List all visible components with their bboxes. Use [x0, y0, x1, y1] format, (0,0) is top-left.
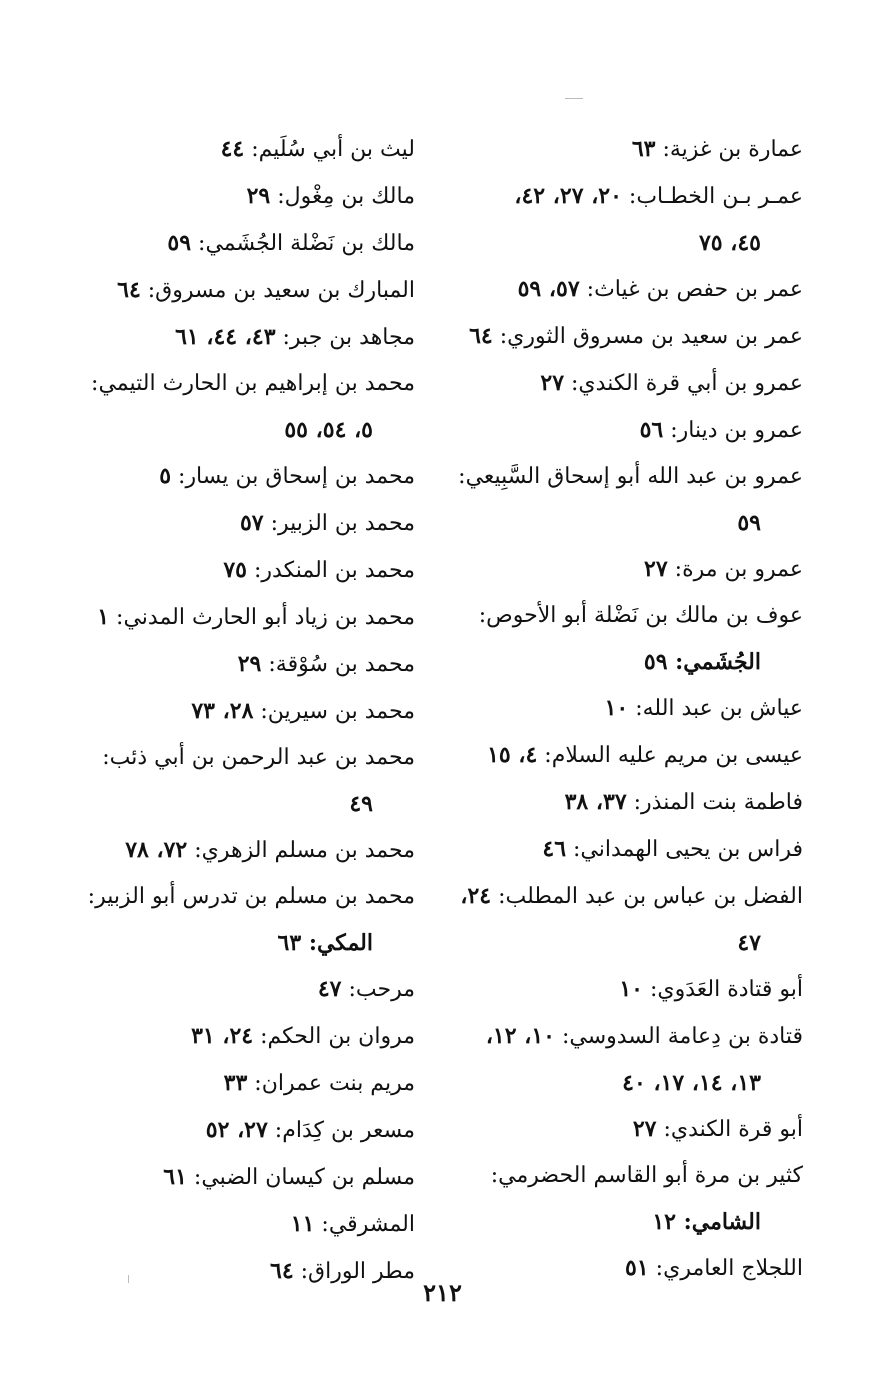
page-number: ٢١٢: [423, 1278, 462, 1307]
entry-separator: :: [667, 557, 683, 582]
entry-pages: ٢٠، ٢٧، ٤٢،: [514, 183, 622, 209]
index-entry: [458, 546, 803, 593]
index-entry: [70, 827, 415, 874]
entry-pages: ٢٧: [540, 370, 565, 396]
entry-pages: ٥: [159, 463, 172, 489]
right-column: [458, 126, 803, 1292]
index-entry: [70, 735, 415, 827]
entry-pages: ٢٤، ٣١: [191, 1023, 254, 1049]
entry-separator: :: [191, 231, 206, 256]
index-entry: [70, 220, 415, 267]
entry-separator: :: [186, 1165, 202, 1190]
entry-continuation: المكي: ٦٣: [277, 930, 373, 956]
entry-name: محمد بن مسلم بن تدرس أبو الزبير: [95, 884, 415, 909]
entry-pages: ٢٧: [644, 556, 668, 582]
entry-name: فراس بن يحيى الهمداني: [580, 837, 803, 862]
entry-separator: :: [91, 371, 99, 396]
entry-name: محمد بن سُوْقة: [275, 652, 415, 677]
entry-name: الفضل بن عباس بن عبد المطلب: [505, 884, 803, 909]
index-entry: [458, 1153, 803, 1245]
entry-separator: :: [621, 184, 637, 209]
entry-pages: ٣٣: [223, 1070, 248, 1096]
entry-separator: :: [171, 464, 186, 489]
entry-name: عوف بن مالك بن نَضْلة أبو الأحوص: [486, 603, 803, 628]
entry-pages: ٦٣: [631, 136, 656, 162]
entry-separator: :: [341, 977, 356, 1002]
left-column: [70, 126, 415, 1295]
entry-separator: :: [458, 464, 466, 489]
entry-name: مرحب: [355, 977, 415, 1002]
entry-separator: :: [102, 745, 110, 770]
index-entry: [458, 779, 803, 826]
index-entry: [458, 266, 803, 313]
index-entry: [70, 547, 415, 594]
entry-separator: :: [244, 137, 259, 162]
index-entry: [70, 173, 415, 220]
entry-separator: :: [253, 699, 268, 724]
entry-separator: :: [109, 605, 124, 630]
entry-name: فاطمة بنت المنذر: [641, 790, 803, 815]
entry-continuation: ٤٧: [737, 930, 761, 956]
index-entry: [70, 361, 415, 453]
index-entry: [458, 873, 803, 966]
entry-name: مروان بن الحكم: [267, 1024, 415, 1049]
entry-name: مسعر بن كِدَام: [282, 1118, 415, 1143]
entry-separator: :: [267, 1118, 283, 1143]
index-entry: [70, 594, 415, 641]
entry-separator: :: [87, 884, 96, 909]
index-entry: [70, 966, 415, 1013]
index-entry: [458, 313, 803, 360]
index-entry: [458, 454, 803, 546]
entry-name: عمرو بن دينار: [677, 418, 803, 443]
entry-pages: ٢٤،: [460, 883, 492, 909]
entry-name: المبارك بن سعيد بن مسروق: [155, 278, 415, 303]
entry-separator: :: [554, 1024, 570, 1049]
entry-pages: ١١: [290, 1211, 315, 1237]
entry-pages: ١٠، ١٢،: [485, 1023, 555, 1049]
entry-separator: :: [492, 324, 508, 349]
index-entry: [70, 453, 415, 500]
entry-separator: :: [246, 558, 262, 583]
entry-pages: ١٠: [604, 695, 629, 721]
entry-continuation: ١٣، ١٤، ١٧، ٤٠: [622, 1070, 761, 1096]
entry-name: عمر بن حفص بن غياث: [594, 277, 803, 302]
entry-name: مريم بنت عمران: [261, 1071, 415, 1096]
index-entry: [70, 1013, 415, 1060]
entry-separator: :: [656, 1117, 671, 1142]
entry-separator: :: [263, 511, 279, 536]
entry-name: قتادة بن دِعامة السدوسي: [569, 1024, 803, 1049]
entry-separator: :: [648, 1256, 664, 1281]
entry-name: مسلم بن كيسان الضبي: [201, 1165, 415, 1190]
entry-separator: :: [247, 1071, 262, 1096]
entry-name: أبو قتادة العَدَوي: [657, 977, 803, 1002]
entry-separator: :: [626, 790, 642, 815]
entry-name: محمد بن سيرين: [267, 699, 415, 724]
entry-pages: ٤٧: [317, 976, 342, 1002]
entry-separator: :: [270, 184, 285, 209]
entry-name: محمد بن عبد الرحمن بن أبي ذئب: [109, 745, 415, 770]
entry-name: عمرو بن مرة: [682, 557, 803, 582]
entry-separator: :: [140, 278, 156, 303]
entry-name: كثير بن مرة أبو القاسم الحضرمي: [498, 1163, 803, 1188]
entry-pages: ٦٤: [117, 277, 141, 303]
entry-name: محمد بن إسحاق بن يسار: [185, 464, 415, 489]
entry-separator: :: [187, 838, 202, 863]
entry-name: مالك بن مِغْول: [284, 184, 415, 209]
entry-separator: :: [314, 1212, 329, 1237]
entry-continuation: ٥، ٥٤، ٥٥: [284, 417, 373, 443]
entry-pages: ٣٧، ٣٨: [564, 789, 627, 815]
index-entry: [70, 641, 415, 688]
entry-name: محمد بن المنكدر: [261, 558, 415, 583]
index-entry: [458, 173, 803, 266]
entry-name: مالك بن نَضْلة الجُشَمي: [205, 231, 415, 256]
entry-separator: :: [537, 743, 552, 768]
index-entry: [458, 360, 803, 407]
entry-separator: :: [643, 977, 658, 1002]
index-entry: [70, 314, 415, 361]
entry-separator: :: [663, 418, 678, 443]
index-entry: [70, 1201, 415, 1248]
entry-separator: :: [655, 137, 670, 162]
entry-pages: ٤٦: [542, 836, 567, 862]
entry-name: مجاهد بن جبر: [289, 325, 415, 350]
entry-pages: ٥٦: [639, 417, 664, 443]
entry-pages: ٢٨، ٧٣: [191, 698, 254, 724]
entry-continuation: ٤٩: [349, 791, 373, 817]
index-entry: [70, 126, 415, 173]
entry-pages: ٢٩: [246, 183, 271, 209]
index-entry: [70, 500, 415, 547]
entry-pages: ٧٢، ٧٨: [125, 837, 188, 863]
index-entry: [70, 1060, 415, 1107]
entry-pages: ٦٤: [270, 1258, 294, 1284]
entry-separator: :: [490, 1163, 499, 1188]
entry-pages: ٥٧: [239, 510, 264, 536]
index-entry: [70, 688, 415, 735]
index-entry: [70, 1107, 415, 1154]
entry-continuation: ٥٩: [737, 510, 761, 536]
entry-separator: :: [478, 603, 487, 628]
entry-pages: ١: [97, 604, 110, 630]
index-entry: [458, 126, 803, 173]
entry-name: عمرو بن أبي قرة الكندي: [578, 371, 803, 396]
entry-pages: ٢٧: [632, 1116, 657, 1142]
entry-name: عمرو بن عبد الله أبو إسحاق السَّبِيعي: [465, 464, 803, 489]
entry-continuation: الشامي: ١٢: [652, 1209, 761, 1235]
entry-pages: ٥٩: [167, 230, 192, 256]
entry-name: محمد بن الزبير: [278, 511, 415, 536]
entry-separator: :: [564, 371, 579, 396]
entry-separator: :: [261, 652, 276, 677]
entry-pages: ٥١: [625, 1255, 649, 1281]
entry-name: اللجلاج العامري: [663, 1256, 803, 1281]
index-entry: [458, 826, 803, 873]
entry-name: مطر الوراق: [308, 1259, 415, 1284]
entry-pages: ٧٥: [223, 557, 247, 583]
entry-name: محمد بن مسلم الزهري: [201, 838, 415, 863]
entry-pages: ٥٧، ٥٩: [517, 276, 580, 302]
entry-separator: :: [253, 1024, 268, 1049]
entry-name: عياش بن عبد الله: [642, 696, 803, 721]
entry-separator: :: [491, 884, 506, 909]
entry-name: عمارة بن غزية: [669, 137, 803, 162]
index-entry: [458, 593, 803, 685]
entry-name: محمد بن زياد أبو الحارث المدني: [123, 605, 415, 630]
entry-pages: ٤٣، ٤٤، ٦١: [175, 324, 276, 350]
index-entry: [458, 1013, 803, 1106]
entry-pages: ٤٤: [220, 136, 245, 162]
index-entry: [70, 874, 415, 966]
index-entry: [458, 685, 803, 732]
entry-continuation: ٤٥، ٧٥: [698, 230, 761, 256]
entry-pages: ٢٩: [237, 651, 262, 677]
entry-name: عمـر بـن الخطـاب: [636, 184, 803, 209]
index-entry: [458, 1106, 803, 1153]
scan-mark: [565, 98, 583, 99]
index-entry: [458, 966, 803, 1013]
entry-separator: :: [566, 837, 581, 862]
index-entry: [70, 1154, 415, 1201]
entry-pages: ٦٤: [469, 323, 493, 349]
index-entry: [70, 267, 415, 314]
entry-pages: ٤، ١٥: [487, 742, 538, 768]
entry-name: ليث بن أبي سُلَيم: [258, 137, 415, 162]
index-entry: [458, 732, 803, 779]
scan-mark: [128, 1275, 129, 1283]
entry-separator: :: [579, 277, 595, 302]
entry-name: أبو قرة الكندي: [670, 1117, 803, 1142]
entry-continuation: الجُشَمي: ٥٩: [643, 649, 761, 675]
index-entry: [458, 407, 803, 454]
entry-name: عمر بن سعيد بن مسروق الثوري: [507, 324, 803, 349]
entry-pages: ٢٧، ٥٢: [205, 1117, 268, 1143]
entry-separator: :: [293, 1259, 309, 1284]
entry-pages: ٦١: [163, 1164, 187, 1190]
entry-separator: :: [275, 325, 290, 350]
entry-name: محمد بن إبراهيم بن الحارث التيمي: [98, 371, 415, 396]
entry-name: المشرقي: [328, 1212, 415, 1237]
entry-name: عيسى بن مريم عليه السلام: [551, 743, 803, 768]
entry-pages: ١٠: [619, 976, 643, 1002]
entry-separator: :: [628, 696, 643, 721]
